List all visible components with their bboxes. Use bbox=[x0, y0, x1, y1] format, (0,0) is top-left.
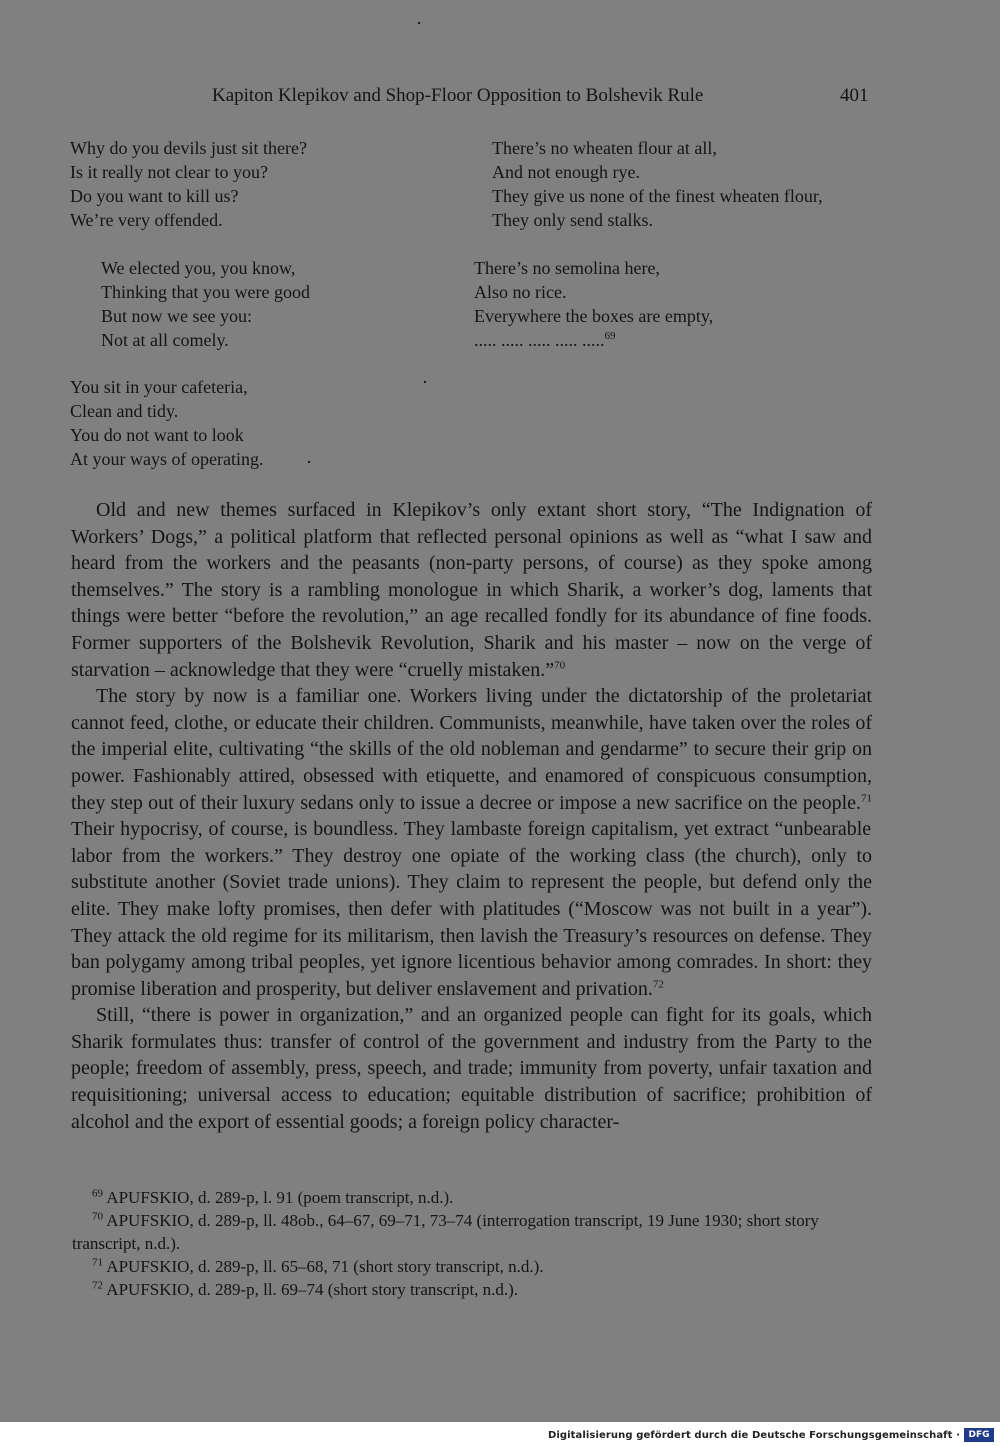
poem-line: We’re very offended. bbox=[70, 210, 223, 230]
footnote bbox=[72, 1278, 872, 1301]
poem-line: There’s no semolina here, bbox=[474, 258, 660, 278]
digitization-credit: Digitalisierung gefördert durch die Deutsche Forschungsgemeinschaft · bbox=[547, 1430, 960, 1441]
poem-line: Why do you devils just sit there? bbox=[70, 138, 307, 158]
paragraph bbox=[71, 1002, 872, 1135]
poem-ellipsis-line bbox=[474, 328, 713, 352]
running-title: Kapiton Klepikov and Shop-Floor Opposition to Bolshevik Rule bbox=[212, 85, 704, 106]
ellipsis: ..... ..... ..... ..... ..... bbox=[474, 330, 605, 350]
paragraph-text: Still, “there is power in organization,” and an organized people can fight for its goals, which Sharik formulates thus: transfer of control of the government and industry from the Party to the people; freedom of assembly, press, speech, and trade; immunity from poverty, unfair taxation and requisitioning; universal access to education; equitable distribution of sacrifice; prohibition of alcohol and the export of essential goods; a foreign policy character- bbox=[71, 1004, 872, 1133]
poem-stanza bbox=[70, 375, 263, 471]
footnote bbox=[72, 1186, 872, 1209]
footnote-ref: 72 bbox=[652, 978, 664, 991]
poem-line: Do you want to kill us? bbox=[70, 186, 239, 206]
footnote bbox=[72, 1255, 872, 1278]
paragraph bbox=[71, 683, 872, 1002]
scan-speck bbox=[308, 461, 310, 463]
poem-line: Everywhere the boxes are empty, bbox=[474, 306, 714, 326]
footnote-number: 70 bbox=[92, 1210, 103, 1223]
footnote bbox=[72, 1209, 872, 1255]
poem-line: Clean and tidy. bbox=[70, 401, 179, 421]
poem-line: You sit in your cafeteria, bbox=[70, 377, 248, 397]
page-number: 401 bbox=[840, 85, 869, 106]
poem-line: Also no rice. bbox=[474, 282, 567, 302]
footnote-ref: 71 bbox=[861, 791, 872, 804]
poem-line: We elected you, you know, bbox=[101, 258, 296, 278]
footnotes bbox=[72, 1186, 872, 1301]
poem-line: Not at all comely. bbox=[101, 330, 229, 350]
poem-line: They only send stalks. bbox=[492, 210, 653, 230]
footnote-text: APUFSKIO, d. 289-p, ll. 65–68, 71 (short story transcript, n.d.). bbox=[103, 1257, 544, 1276]
scan-speck bbox=[424, 381, 426, 383]
footnote-number: 72 bbox=[92, 1279, 103, 1292]
footnote-number: 69 bbox=[92, 1187, 103, 1200]
poem-stanza bbox=[474, 256, 713, 352]
footnote-text: APUFSKIO, d. 289-p, ll. 69–74 (short story transcript, n.d.). bbox=[103, 1280, 519, 1299]
poem-line: But now we see you: bbox=[101, 306, 252, 326]
poem-stanza bbox=[492, 136, 823, 232]
poem-line: You do not want to look bbox=[70, 425, 244, 445]
paragraph-text: The story by now is a familiar one. Workers living under the dictatorship of the proletariat cannot feed, clothe, or educate their children. Communists, meanwhile, have taken over the roles of the imperial elite, cultivating “the skills of the old nobleman and gendarme” to secure their grip on power. Fashionably attired, obsessed with etiquette, and enamored of conspicuous consumption, they step out of their luxury sedans only to issue a decree or impose a new sacrifice on the people. bbox=[71, 685, 872, 814]
poem-stanza bbox=[70, 136, 307, 232]
body-text bbox=[71, 497, 872, 1135]
paragraph-text: Old and new themes surfaced in Klepikov’s only extant short story, “The Indignation of Workers’ Dogs,” a political platform that reflected personal opinions as well as “what I saw and heard from the workers and the peasants (non-party persons, of course) as they spoke among themselves.” The story is a rambling monologue in which Sharik, a worker’s dog, laments that things were better “before the revolution,” an age recalled fondly for its abundance of fine foods. Former supporters of the Bolshevik Revolution, Sharik and his master – now on the verge of starvation – acknowledge that they were “cruelly mistaken.” bbox=[71, 499, 872, 681]
dfg-logo: DFG bbox=[964, 1428, 994, 1442]
footnote-text: APUFSKIO, d. 289-p, l. 91 (poem transcript, n.d.). bbox=[103, 1188, 454, 1207]
footnote-text: APUFSKIO, d. 289-p, ll. 48ob., 64–67, 69–71, 73–74 (interrogation transcript, 19 June 1930; short story transcript, n.d.). bbox=[72, 1211, 819, 1253]
poem-line: Is it really not clear to you? bbox=[70, 162, 268, 182]
poem-line: Thinking that you were good bbox=[101, 282, 310, 302]
poem-line: There’s no wheaten flour at all, bbox=[492, 138, 717, 158]
footnote-ref: 70 bbox=[554, 658, 566, 671]
footnote-number: 71 bbox=[92, 1256, 103, 1269]
paragraph bbox=[71, 497, 872, 683]
scan-speck bbox=[418, 22, 420, 24]
poem-line: They give us none of the finest wheaten flour, bbox=[492, 186, 823, 206]
poem-stanza bbox=[101, 256, 310, 352]
footnote-ref: 69 bbox=[604, 330, 616, 342]
poem-line: And not enough rye. bbox=[492, 162, 640, 182]
paragraph-text: Their hypocrisy, of course, is boundless. They lambaste foreign capitalism, yet extract “unbearable labor from the workers.” They destroy one opiate of the working class (the church), only to substitute another (Soviet trade unions). They claim to represent the people, but defend only the elite. They make lofty promises, then defer with platitudes (“Moscow was not built in a year”). They attack the old regime for its militarism, then lavish the Treasury’s resources on defense. They ban polygamy among tribal peoples, yet ignore licentious behavior among comrades. In short: they promise liberation and prosperity, but deliver enslavement and privation. bbox=[71, 818, 872, 1000]
poem-line: At your ways of operating. bbox=[70, 449, 264, 469]
